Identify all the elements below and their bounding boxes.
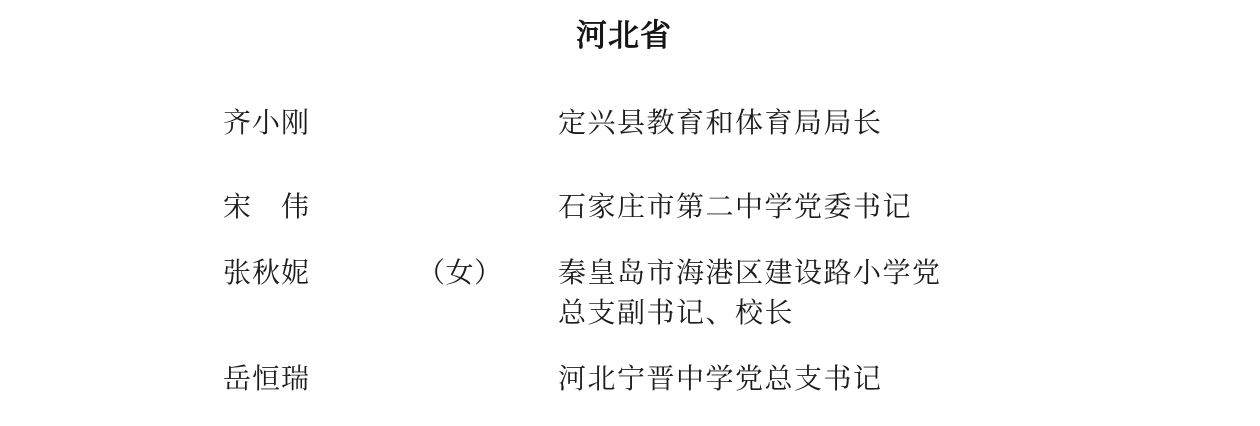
entry-row [0, 188, 1260, 228]
entry-row [0, 254, 1260, 329]
person-position: 石家庄市第二中学党委书记 [558, 192, 913, 223]
gender-note: （女） [417, 258, 503, 289]
person-name: 岳恒瑞 [223, 364, 311, 395]
person-name: 张秋妮 [223, 258, 311, 289]
person-name: 宋 伟 [223, 192, 311, 223]
person-position: 河北宁晋中学党总支书记 [558, 364, 883, 395]
person-name: 齐小刚 [223, 108, 311, 139]
person-position: 定兴县教育和体育局局长 [558, 108, 883, 139]
entry-row [0, 360, 1260, 400]
province-title: 河北省 [576, 18, 672, 53]
entry-row [0, 104, 1260, 144]
person-position: 秦皇岛市海港区建设路小学党总支副书记、校长 [558, 258, 942, 329]
